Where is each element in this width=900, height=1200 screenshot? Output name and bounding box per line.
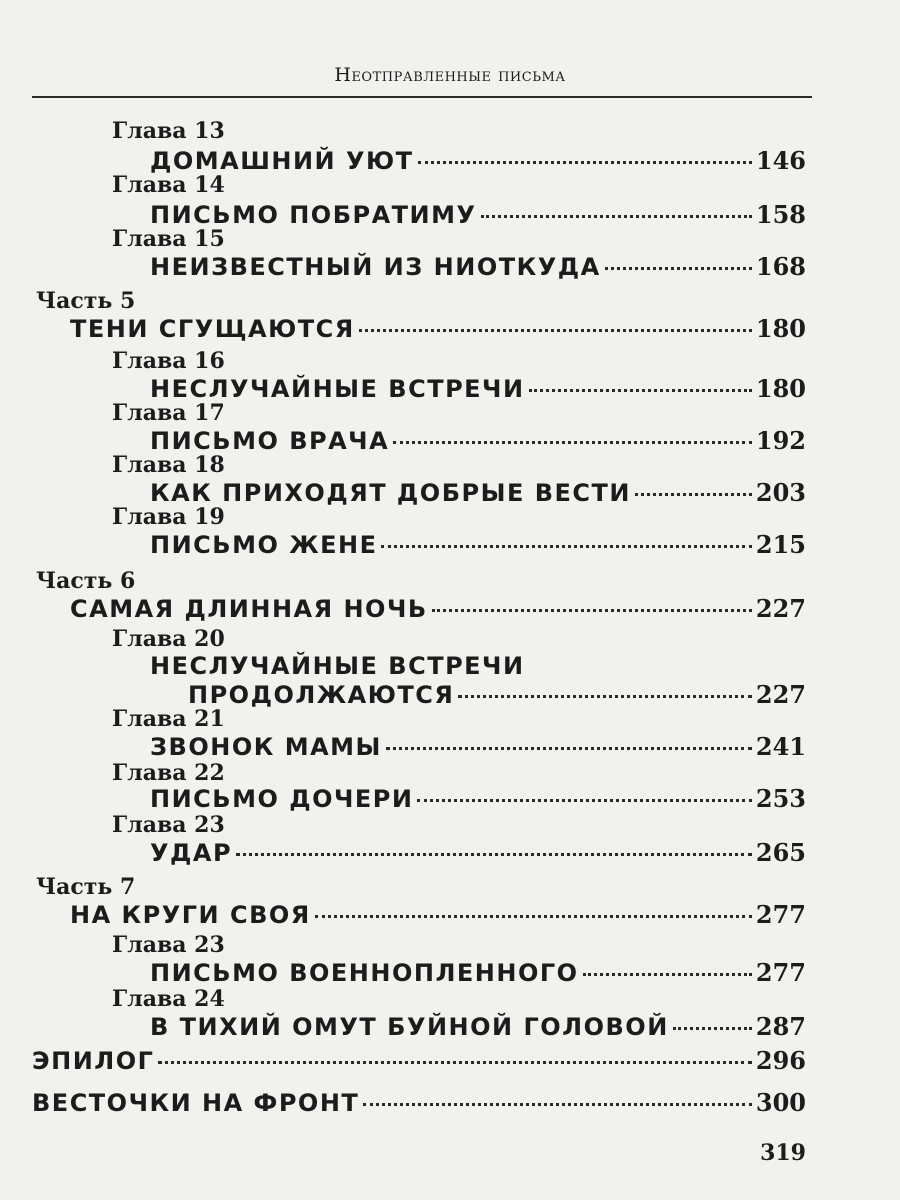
- toc-entry-page: 203: [755, 478, 806, 507]
- toc-entry-page: 253: [755, 784, 806, 813]
- toc-entry-title: НА КРУГИ СВОЯ: [70, 901, 311, 929]
- toc-entry[interactable]: [32, 1046, 806, 1075]
- toc-entry-page: 296: [755, 1046, 806, 1075]
- running-head: Неотправленные письма: [334, 64, 566, 86]
- toc-entry-title: ВЕСТОЧКИ НА ФРОНТ: [32, 1089, 360, 1117]
- dot-leader: [529, 388, 752, 392]
- dot-leader: [583, 972, 752, 976]
- toc-entry[interactable]: [150, 1012, 806, 1041]
- toc-entry[interactable]: [150, 146, 806, 175]
- dot-leader: [381, 544, 751, 548]
- chapter-label: Глава 23: [112, 932, 225, 958]
- chapter-label: Глава 23: [112, 812, 225, 838]
- part-label: Часть 7: [36, 874, 136, 900]
- toc-entry[interactable]: [150, 838, 806, 867]
- chapter-label: Глава 21: [112, 706, 225, 732]
- chapter-label: Глава 16: [112, 348, 225, 374]
- page-number: 319: [760, 1140, 806, 1166]
- part-label: Часть 6: [36, 568, 136, 594]
- dot-leader: [481, 214, 752, 218]
- toc-entry-page: 168: [755, 252, 806, 281]
- toc-entry-title: В ТИХИЙ ОМУТ БУЙНОЙ ГОЛОВОЙ: [150, 1013, 669, 1041]
- toc-entry[interactable]: [150, 426, 806, 455]
- toc-entry-page: 265: [755, 838, 806, 867]
- toc-entry-page: 192: [755, 426, 806, 455]
- dot-leader: [393, 440, 752, 444]
- chapter-label: Глава 18: [112, 452, 225, 478]
- header-rule: [32, 96, 812, 98]
- dot-leader: [359, 328, 752, 332]
- dot-leader: [363, 1102, 752, 1106]
- dot-leader: [158, 1060, 751, 1064]
- toc-entry-title: ПИСЬМО ВОЕННОПЛЕННОГО: [150, 959, 579, 987]
- toc-entry-page: 180: [755, 314, 806, 343]
- toc-entry[interactable]: [188, 680, 806, 709]
- dot-leader: [673, 1026, 752, 1030]
- toc-entry-title: ПИСЬМО ВРАЧА: [150, 427, 390, 455]
- dot-leader: [432, 608, 752, 612]
- part-label: Часть 5: [36, 288, 136, 314]
- toc-entry[interactable]: [150, 530, 806, 559]
- toc-entry-page: 300: [755, 1088, 806, 1117]
- toc-entry-page: 180: [755, 374, 806, 403]
- dot-leader: [605, 266, 752, 270]
- toc-entry-title: ПИСЬМО ПОБРАТИМУ: [150, 201, 477, 229]
- dot-leader: [418, 160, 752, 164]
- chapter-label: Глава 19: [112, 504, 225, 530]
- chapter-label: Глава 20: [112, 626, 225, 652]
- toc-entry-page: 215: [755, 530, 806, 559]
- toc-entry-title: САМАЯ ДЛИННАЯ НОЧЬ: [70, 595, 428, 623]
- toc-entry-page: 158: [755, 200, 806, 229]
- chapter-label: Глава 15: [112, 226, 225, 252]
- toc-entry[interactable]: [32, 1088, 806, 1117]
- chapter-label: Глава 17: [112, 400, 225, 426]
- toc-entry[interactable]: [150, 732, 806, 761]
- toc-entry-title-line1[interactable]: НЕСЛУЧАЙНЫЕ ВСТРЕЧИ: [150, 652, 525, 680]
- dot-leader: [417, 798, 751, 802]
- toc-entry-title: ТЕНИ СГУЩАЮТСЯ: [70, 315, 355, 343]
- toc-entry-title-line2: ПРОДОЛЖАЮТСЯ: [188, 681, 455, 709]
- toc-entry-title: КАК ПРИХОДЯТ ДОБРЫЕ ВЕСТИ: [150, 479, 631, 507]
- chapter-label: Глава 13: [112, 118, 225, 144]
- toc-entry-title: УДАР: [150, 839, 233, 867]
- toc-entry-title: НЕИЗВЕСТНЫЙ ИЗ НИОТКУДА: [150, 253, 601, 281]
- toc-entry[interactable]: [70, 900, 806, 929]
- chapter-label: Глава 14: [112, 172, 225, 198]
- chapter-label: Глава 22: [112, 760, 225, 786]
- toc-entry[interactable]: [150, 478, 806, 507]
- toc-entry-page: 146: [755, 146, 806, 175]
- toc-entry-page: 227: [755, 594, 806, 623]
- toc-entry-title: ПИСЬМО ДОЧЕРИ: [150, 785, 414, 813]
- toc-entry[interactable]: [150, 958, 806, 987]
- toc-entry[interactable]: [150, 200, 806, 229]
- chapter-label: Глава 24: [112, 986, 225, 1012]
- dot-leader: [236, 852, 752, 856]
- toc-entry-page: 287: [755, 1012, 806, 1041]
- toc-entry-title: ДОМАШНИЙ УЮТ: [150, 147, 414, 175]
- toc-entry[interactable]: [150, 784, 806, 813]
- dot-leader: [386, 746, 752, 750]
- toc-entry-title: ЗВОНОК МАМЫ: [150, 733, 382, 761]
- toc-entry[interactable]: [150, 374, 806, 403]
- toc-entry[interactable]: [70, 314, 806, 343]
- toc-entry[interactable]: [70, 594, 806, 623]
- toc-entry-title: НЕСЛУЧАЙНЫЕ ВСТРЕЧИ: [150, 375, 525, 403]
- toc-entry-page: 277: [755, 958, 806, 987]
- toc-entry[interactable]: [150, 252, 806, 281]
- toc-entry-page: 277: [755, 900, 806, 929]
- dot-leader: [635, 492, 752, 496]
- dot-leader: [315, 914, 752, 918]
- toc-entry-page: 241: [755, 732, 806, 761]
- dot-leader: [458, 694, 752, 698]
- toc-entry-title: ПИСЬМО ЖЕНЕ: [150, 531, 378, 559]
- toc-entry-page: 227: [755, 680, 806, 709]
- toc-entry-title: ЭПИЛОГ: [32, 1047, 155, 1075]
